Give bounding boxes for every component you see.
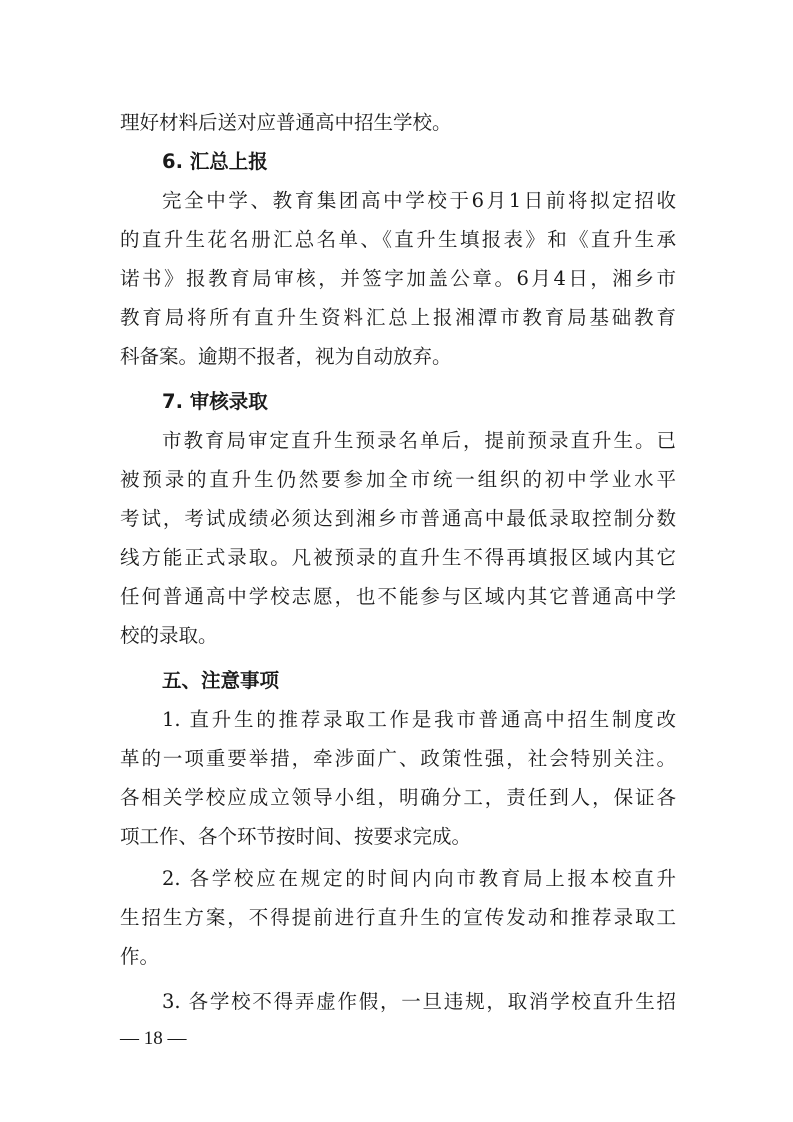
- paragraph-line: 科备案。逾期不报者，视为自动放弃。: [120, 345, 452, 368]
- paragraph-line: 市教育局审定直升生预录名单后，提前预录直升生。已: [162, 429, 676, 452]
- paragraph-line: 完全中学、教育集团高中学校于6月1日前将拟定招收: [162, 189, 676, 212]
- paragraph-line: 3. 各学校不得弄虚作假，一旦违规，取消学校直升生招: [162, 990, 676, 1013]
- section-heading-6: 6. 汇总上报: [162, 150, 268, 173]
- paragraph-line: 2. 各学校应在规定的时间内向市教育局上报本校直升: [162, 867, 676, 890]
- paragraph-line: 教育局将所有直升生资料汇总上报湘潭市教育局基础教育: [120, 306, 676, 329]
- paragraph-line: 项工作、各个环节按时间、按要求完成。: [120, 825, 472, 848]
- paragraph-line: 生招生方案，不得提前进行直升生的宣传发动和推荐录取工: [120, 906, 676, 929]
- paragraph-line: 诺书》报教育局审核，并签字加盖公章。6月4日，湘乡市: [120, 267, 676, 290]
- paragraph-line: 任何普通高中学校志愿，也不能参与区域内其它普通高中学: [120, 585, 676, 608]
- paragraph-line: 校的录取。: [120, 624, 218, 647]
- paragraph-line: 各相关学校应成立领导小组，明确分工，责任到人，保证各: [120, 786, 676, 809]
- paragraph-line: 的直升生花名册汇总名单、《直升生填报表》和《直升生承: [120, 228, 676, 251]
- paragraph-line: 被预录的直升生仍然要参加全市统一组织的初中学业水平: [120, 468, 676, 491]
- paragraph-line: 考试，考试成绩必须达到湘乡市普通高中最低录取控制分数: [120, 507, 676, 530]
- page-number: — 18 —: [120, 1028, 187, 1049]
- section-heading-5: 五、注意事项: [162, 669, 280, 692]
- paragraph-line: 革的一项重要举措，牵涉面广、政策性强，社会特别关注。: [120, 747, 676, 770]
- paragraph-line: 理好材料后送对应普通高中招生学校。: [120, 111, 452, 134]
- paragraph-line: 线方能正式录取。凡被预录的直升生不得再填报区域内其它: [120, 546, 676, 569]
- paragraph-line: 作。: [120, 945, 160, 968]
- paragraph-line: 1. 直升生的推荐录取工作是我市普通高中招生制度改: [162, 708, 676, 731]
- section-heading-7: 7. 审核录取: [162, 390, 268, 413]
